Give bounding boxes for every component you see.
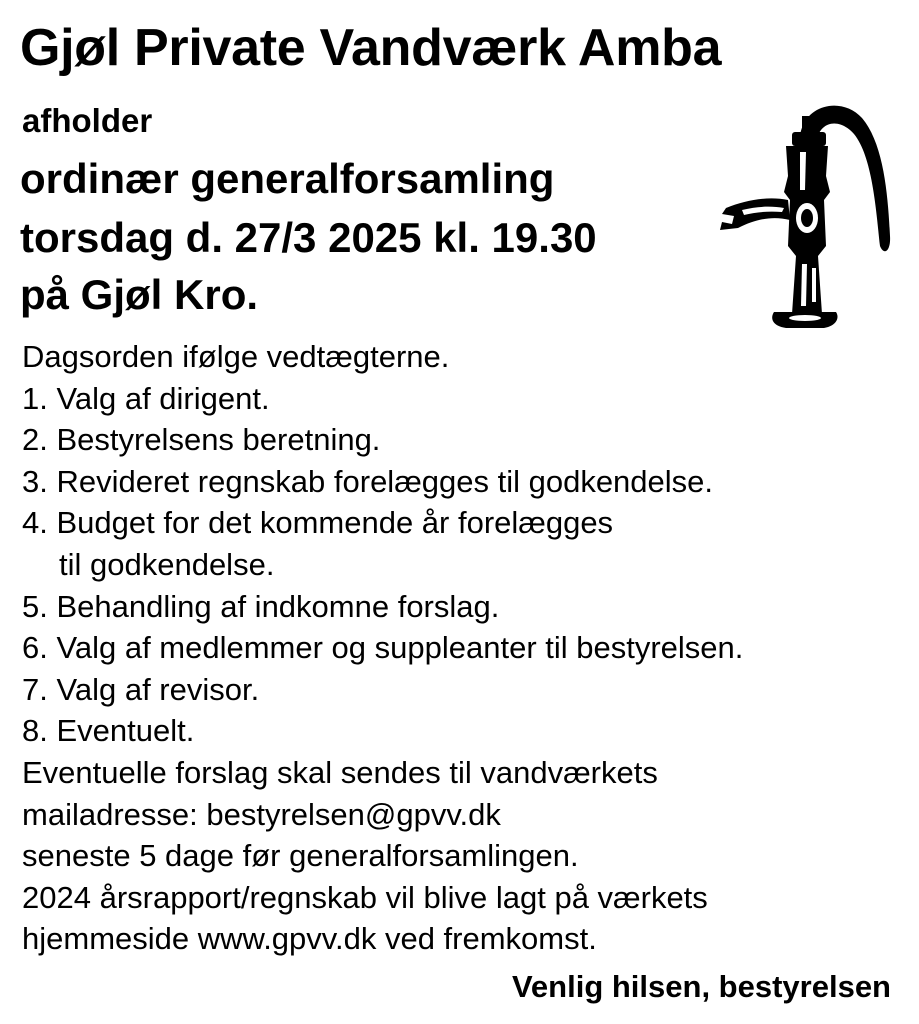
agenda-item: 7. Valg af revisor. xyxy=(22,671,260,707)
event-datetime: torsdag d. 27/3 2025 kl. 19.30 xyxy=(20,214,597,261)
agenda-block xyxy=(22,336,743,960)
agenda-item: 5. Behandling af indkomne forslag. xyxy=(22,588,500,624)
agenda-item: 4. Budget for det kommende år forelægges xyxy=(22,505,614,541)
event-location: på Gjøl Kro. xyxy=(20,271,259,318)
agenda-intro: Dagsorden ifølge vedtægterne. xyxy=(22,339,450,374)
proposals-note: Eventuelle forslag skal sendes til vandværkets xyxy=(22,754,658,790)
agenda-item-continuation: til godkendelse. xyxy=(59,546,275,582)
agenda-item: 2. Bestyrelsens beretning. xyxy=(22,422,381,458)
page-title: Gjøl Private Vandværk Amba xyxy=(20,19,722,77)
signature: Venlig hilsen, bestyrelsen xyxy=(511,969,891,1004)
subtitle-afholder: afholder xyxy=(22,102,153,139)
agenda-item: 8. Eventuelt. xyxy=(22,713,195,749)
report-note: 2024 årsrapport/regnskab vil blive lagt på værkets xyxy=(22,879,708,915)
report-website: hjemmeside www.gpvv.dk ved fremkomst. xyxy=(22,921,597,957)
water-pump-icon xyxy=(712,96,898,336)
proposals-email: mailadresse: bestyrelsen@gpvv.dk xyxy=(22,796,501,832)
agenda-item: 6. Valg af medlemmer og suppleanter til bestyrelsen. xyxy=(22,630,744,666)
agenda-item: 1. Valg af dirigent. xyxy=(22,380,270,416)
event-type: ordinær generalforsamling xyxy=(20,155,555,202)
agenda-item: 3. Revideret regnskab forelægges til godkendelse. xyxy=(22,463,714,499)
proposals-deadline: seneste 5 dage før generalforsamlingen. xyxy=(22,838,579,874)
